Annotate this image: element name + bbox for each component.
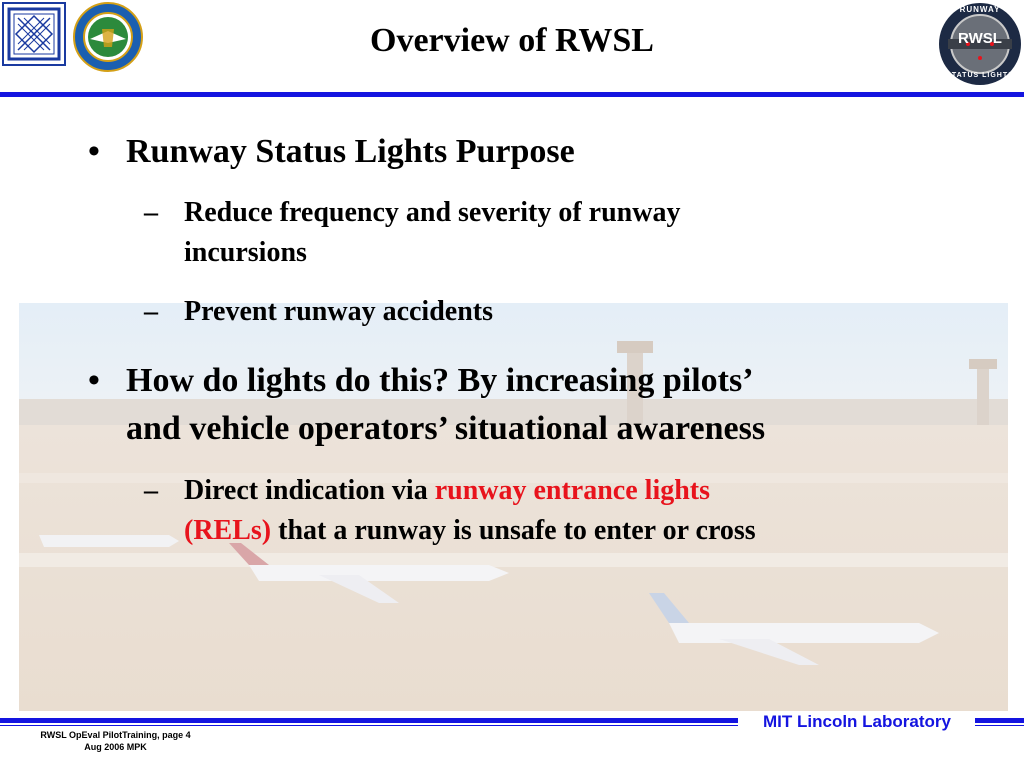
sub-bullet-1-1	[144, 193, 864, 273]
sub-bullet-2-1-pre: Direct indication via	[184, 475, 435, 506]
sub-bullet-1-1-line2: incursions	[184, 237, 307, 268]
sub-bullet-1-1-line1: Reduce frequency and severity of runway	[184, 197, 681, 228]
footer-rule-left	[0, 718, 738, 723]
bullet-marker: •	[88, 362, 100, 399]
sub-bullet-1-2	[144, 292, 864, 332]
bullet-2	[88, 357, 946, 453]
sub-bullet-2-1-line2	[184, 511, 944, 551]
footer-rule-right-thin	[975, 725, 1024, 726]
footer-rule-left-thin	[0, 725, 738, 726]
rwsl-logo-center-text: RWSL	[958, 30, 1002, 47]
bullet-2-line2: and vehicle operators’ situational awareness	[126, 410, 766, 447]
sub-bullet-2-1	[144, 471, 944, 551]
rwsl-logo-ring-bottom: STATUS LIGHTS	[946, 72, 1014, 79]
sub-bullet-2-1-post: that a runway is unsafe to enter or cross	[271, 515, 756, 546]
sub-bullet-2-1-line1	[184, 471, 944, 511]
rwsl-logo-ring-top: RUNWAY	[959, 5, 1001, 14]
dash-marker: –	[144, 296, 158, 327]
bullet-1-text: Runway Status Lights Purpose	[126, 133, 575, 170]
rel-term-text: runway entrance lights	[434, 475, 711, 506]
footer-line-1: RWSL OpEval PilotTraining, page 4	[40, 730, 191, 740]
dash-marker: –	[144, 475, 158, 506]
bullet-marker: •	[88, 133, 100, 170]
slide-title: Overview of RWSL	[370, 22, 654, 59]
footer-line-2: Aug 2006 MPK	[84, 742, 147, 752]
lab-name: MIT Lincoln Laboratory	[763, 712, 951, 731]
bullet-1	[88, 128, 826, 176]
footer-info	[28, 729, 203, 753]
header-rule	[0, 92, 1024, 97]
sub-bullet-1-2-line1: Prevent runway accidents	[184, 296, 493, 327]
footer-rule-right	[975, 718, 1024, 723]
rel-abbrev-text: (RELs)	[184, 515, 272, 546]
bullet-2-line1: How do lights do this? By increasing pilots’	[126, 362, 754, 399]
dash-marker: –	[144, 197, 158, 228]
